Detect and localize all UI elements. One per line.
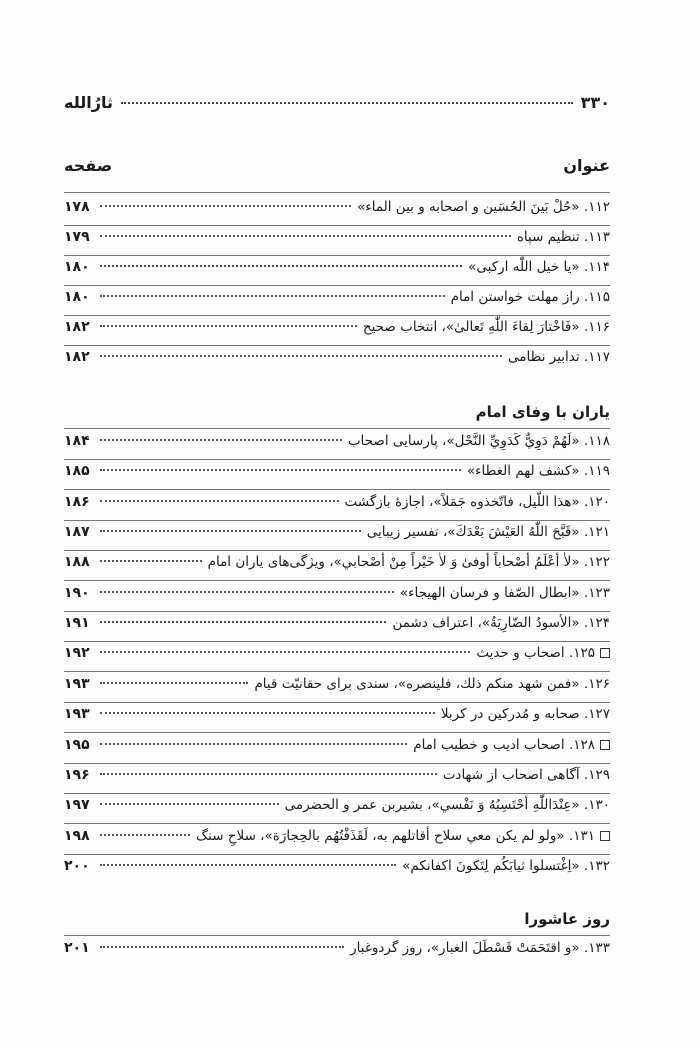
row-rule: [64, 763, 610, 764]
row-rule: [64, 550, 610, 551]
section-rule: [64, 428, 610, 429]
row-rule: [64, 823, 610, 824]
section-rule: [64, 935, 610, 936]
toc-entry[interactable]: ۱۲۴. «الأسودُ الضّارِيَةُ»، اعتراف دشمن ۱۹۱: [64, 615, 610, 631]
section-title: یاران با وفای امام: [475, 403, 610, 421]
toc-entry[interactable]: ۱۱۳. تنظیم سپاه ۱۷۹: [64, 229, 610, 245]
toc-entry[interactable]: ۱۲۱. «قَبَّحَ اللّٰهُ العَيْشَ بَعْدَكَ»، تفسیر زیبایی ۱۸۷: [64, 524, 610, 540]
row-rule: [64, 315, 610, 316]
toc-entry[interactable]: ۱۳۱. «ولو لم يكن معي سلاح أقاتلهم به، لَقَذَفْتُهُم بالحِجارَة»، سلاحِ سنگ ۱۹۸: [64, 828, 610, 852]
toc-entry[interactable]: ۱۲۲. «لاٰ أعْلَمُ أصْحاباً أوفىٰ وَ لاٰ خَيْراً مِنْ أصْحابي»، ویژگی‌های یاران امام ۱۸۸: [64, 554, 610, 570]
row-rule: [64, 702, 610, 703]
row-rule: [64, 671, 610, 672]
box-marker-icon: [600, 831, 610, 841]
toc-entry[interactable]: ۱۱۸. «لَهُمْ دَوِيٌّ كَدَوِيِّ النَّحْل»، پارسایی اصحاب ۱۸۴: [64, 433, 610, 449]
box-marker-icon: [600, 740, 610, 750]
row-rule: [64, 255, 610, 256]
row-rule: [64, 225, 610, 226]
row-rule: [64, 489, 610, 490]
toc-entry[interactable]: ۱۲۹. آگاهی اصحاب از شهادت ۱۹۶: [64, 767, 610, 783]
section-rule: [64, 192, 610, 193]
section-title: روز عاشورا: [524, 910, 610, 928]
row-rule: [64, 580, 610, 581]
toc-entry[interactable]: ۱۱۹. «کشف لهم الغطاء» ۱۸۵: [64, 463, 610, 479]
book-title: ثارُالله: [64, 93, 113, 112]
row-rule: [64, 520, 610, 521]
toc-entry[interactable]: ۱۲۵. اصحاب و حدیث ۱۹۲: [64, 645, 610, 669]
row-rule: [64, 793, 610, 794]
toc-entry[interactable]: ۱۲۶. «فمن شهد منكم ذلك، فلينصره»، سندی برای حقانیّت قیام ۱۹۳: [64, 676, 610, 692]
row-rule: [64, 459, 610, 460]
row-rule: [64, 345, 610, 346]
toc-entry[interactable]: ۱۱۷. تدابیر نظامی ۱۸۲: [64, 349, 610, 365]
leader-dots: [121, 102, 573, 104]
toc-entry[interactable]: ۱۳۲. «اِغْتسلوا ثيابَكُم لِتَكونَ اكفانكم» ۲۰۰: [64, 858, 610, 874]
toc-entry[interactable]: ۱۱۵. راز مهلت خواستن امام ۱۸۰: [64, 289, 610, 305]
toc-entry[interactable]: ۱۳۳. «و اقتَحَمَتْ قَسْطَلَ الغبار»، روز گردوغبار ۲۰۱: [64, 940, 610, 956]
box-marker-icon: [600, 648, 610, 658]
toc-entry[interactable]: ۱۱۲. «حُلْ بَينَ الحُسَين و اصحابه و بين الماء» ۱۷۸: [64, 199, 610, 215]
toc-entry[interactable]: ۱۳۰. «عِنْدَاللّٰهِ أحْتَسِبُهُ وَ نَفْسي»، بشیربن عمر و الحضرمی ۱۹۷: [64, 797, 610, 813]
row-rule: [64, 641, 610, 642]
column-title-header: عنوان: [563, 156, 610, 175]
row-rule: [64, 732, 610, 733]
row-rule: [64, 611, 610, 612]
toc-entry[interactable]: ۱۲۷. صحابه و مُدرکین در کربلا ۱۹۳: [64, 706, 610, 722]
row-rule: [64, 854, 610, 855]
column-headers: [64, 156, 610, 182]
toc-entry[interactable]: ۱۲۳. «ابطال الصّفا و فرسان الهيجاء» ۱۹۰: [64, 585, 610, 601]
page-number: ۳۳۰: [580, 93, 610, 112]
toc-entry[interactable]: ۱۱۶. «فَاخْتارَ لِقاءَ اللّٰهِ تَعالىٰ»، انتخاب صحیح ۱۸۲: [64, 319, 610, 335]
row-rule: [64, 285, 610, 286]
running-head: [64, 93, 610, 117]
toc-entry[interactable]: ۱۲۰. «هذا اللّيل، فاتّخذوه جَمَلاً»، اجازهٔ بازگشت ۱۸۶: [64, 494, 610, 510]
column-page-header: صفحه: [64, 156, 113, 175]
toc-entry[interactable]: ۱۲۸. اصحاب ادیب و خطیب امام ۱۹۵: [64, 737, 610, 761]
toc-entry[interactable]: ۱۱۴. «یا خیل اللّٰه ارکبی» ۱۸۰: [64, 259, 610, 275]
